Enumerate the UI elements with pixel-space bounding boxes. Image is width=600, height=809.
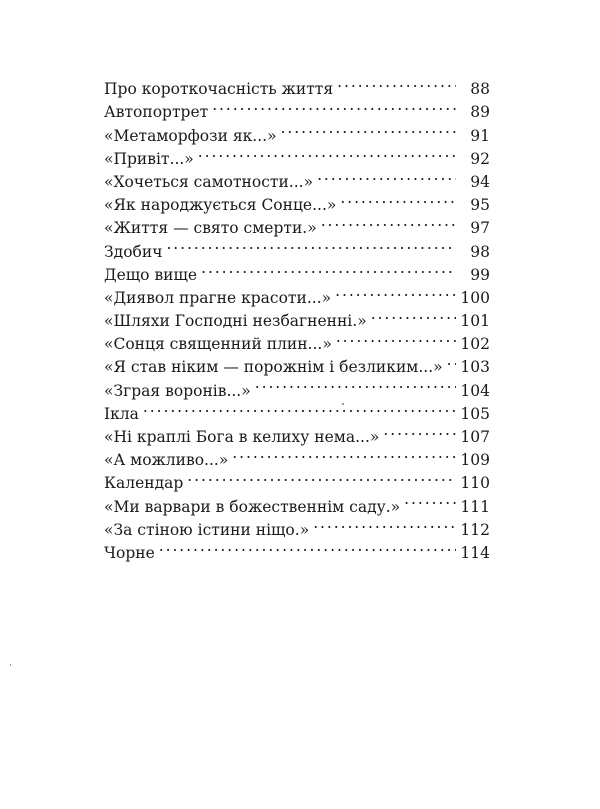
toc-entry-page: 89	[470, 103, 490, 122]
toc-entry	[104, 419, 490, 446]
toc-entry-title: «За стіною істини ніщо.»	[104, 520, 310, 539]
toc-entry-title: «Диявол прагне красоти...»	[104, 288, 332, 307]
dot-leader	[447, 349, 456, 372]
toc-entry-page: 99	[470, 265, 490, 284]
toc-entry-title: «Сонця священний плин...»	[104, 335, 332, 354]
toc-entry-title: «Я став ніким — порожнім і безликим...»	[104, 358, 443, 377]
toc-entry-page: 110	[460, 474, 490, 493]
toc-entry-title: Дещо вище	[104, 265, 198, 284]
toc-entry-page: 111	[460, 497, 490, 516]
dot-leader	[212, 94, 456, 117]
toc-entry-page: 100	[460, 288, 490, 307]
dot-leader	[371, 303, 456, 326]
toc-entry	[104, 396, 490, 423]
toc-entry-page: 104	[460, 381, 490, 400]
dot-leader	[383, 419, 456, 442]
dot-leader	[317, 164, 456, 187]
toc-entry-title: «Привіт...»	[104, 149, 194, 168]
toc-entry-page: 101	[460, 312, 490, 331]
toc-entry-page: 103	[460, 358, 490, 377]
toc-entry-title: «Життя — свято смерти.»	[104, 219, 317, 238]
toc-entry-page: 112	[460, 520, 490, 539]
dot-leader	[143, 396, 456, 419]
dot-leader	[340, 187, 456, 210]
dot-leader	[336, 326, 456, 349]
dot-leader	[335, 280, 456, 303]
toc-entry-page: 107	[460, 428, 490, 446]
toc-entry-title: «А можливо...»	[104, 451, 229, 470]
toc-entry-title: Чорне	[104, 543, 155, 562]
toc-entry-title: «Шляхи Господні незбагненні.»	[104, 312, 367, 331]
toc-entry-title: Про короткочасність життя	[104, 80, 334, 99]
dot-leader	[187, 465, 456, 488]
toc-entry-title: «Хочеться самотности...»	[104, 172, 314, 191]
toc-entry-title: «Як народжується Сонце...»	[104, 196, 337, 215]
dot-leader	[281, 117, 456, 140]
toc-entry-page: 91	[470, 126, 490, 145]
toc-entry-page: 92	[470, 149, 490, 168]
toc-entry-page: 105	[460, 404, 490, 423]
dot-leader	[255, 372, 456, 395]
toc-entry-title: «Ми варвари в божественнім саду.»	[104, 497, 401, 516]
table-of-contents	[104, 71, 490, 562]
scan-speck	[342, 403, 344, 405]
toc-entry-page: 109	[460, 451, 490, 470]
dot-leader	[166, 233, 456, 256]
toc-entry	[104, 535, 490, 562]
toc-entry-page: 95	[470, 196, 490, 215]
toc-entry-title: Здобич	[104, 242, 163, 261]
toc-entry-page: 88	[470, 80, 490, 99]
toc-entry-page: 102	[460, 335, 490, 354]
dot-leader	[321, 210, 456, 233]
toc-entry-title: Ікла	[104, 404, 139, 423]
toc-entry-title: «Метаморфози як...»	[104, 126, 277, 145]
toc-entry-page: 98	[470, 242, 490, 261]
dot-leader	[337, 71, 456, 94]
toc-entry	[104, 71, 490, 99]
dot-leader	[313, 512, 456, 535]
dot-leader	[198, 141, 456, 164]
toc-entry-title: «Ні краплі Бога в келиху нема...»	[104, 428, 380, 446]
toc-entry-page: 94	[470, 172, 490, 191]
dot-leader	[159, 535, 456, 558]
toc-entry-page: 97	[470, 219, 490, 238]
toc-entry-page: 114	[460, 543, 490, 562]
toc-entry-title: Календар	[104, 474, 184, 493]
dot-leader	[404, 488, 456, 511]
dot-leader	[232, 442, 456, 465]
toc-entry-title: Автопортрет	[104, 103, 209, 122]
toc-entry-title: «Зграя воронів...»	[104, 381, 251, 400]
dot-leader	[201, 257, 456, 280]
scan-speck	[10, 664, 11, 666]
